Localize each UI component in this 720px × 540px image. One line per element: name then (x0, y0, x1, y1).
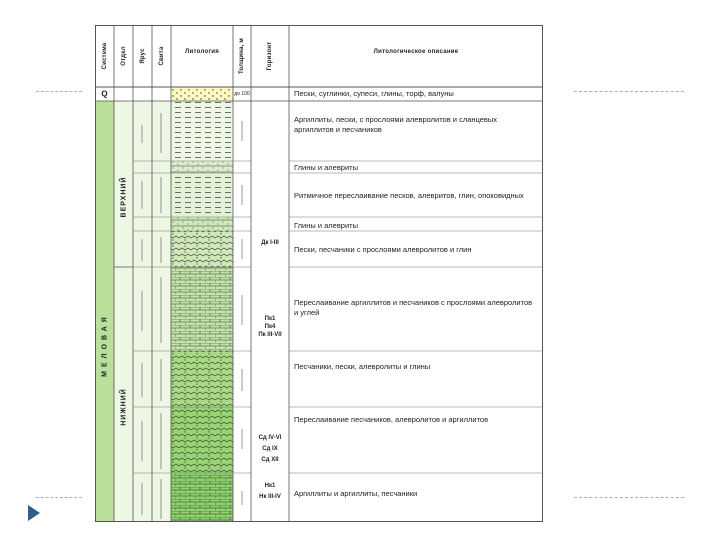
left-bottom-dash (36, 497, 82, 498)
horizon-lower-a (250, 315, 290, 339)
division-lower-label: НИЖНИЙ (120, 388, 127, 426)
description-row-2: Аргиллиты, пески, с прослоями алевролитов и сланцевых аргиллитов и песчаников (294, 115, 498, 134)
header-system: Система (101, 42, 108, 70)
header-description: Литологическое описание (373, 49, 459, 55)
column-grid (95, 25, 543, 522)
header-horizon: Горизонт (267, 41, 273, 71)
header-lithology: Литология (184, 49, 220, 55)
slide-arrow-icon[interactable] (26, 503, 42, 523)
horizon-sd-iv-vi: Сд IV-VI (258, 435, 282, 441)
description-row-6: Пески, песчаники с прослоями алевролитов и глин (294, 245, 472, 254)
description-row-5: Глины и алевриты (294, 221, 358, 230)
description-row-10: Аргиллиты и аргиллиты, песчаники (294, 489, 418, 498)
stratigraphic-column (95, 25, 543, 522)
right-top-dash (574, 91, 684, 92)
right-bottom-dash (574, 497, 684, 498)
header-thickness: Толщина, м (239, 37, 245, 75)
horizon-pk1: Пк1 (264, 316, 276, 322)
header-stage: Ярус (139, 48, 146, 64)
header-division: Отдел (120, 46, 127, 66)
horizon-pk-iii-vii: Пк III-VII (258, 332, 282, 338)
description-row-8: Песчаники, пески, алевролиты и глины (294, 362, 431, 371)
horizon-sd-ix: Сд IX (262, 446, 278, 452)
description-row-7: Переслаивание аргиллитов и песчаников с прослоями алевролитов и углей (294, 298, 533, 317)
horizon-upper-label: Дк I-III (261, 240, 279, 246)
thickness-top-value: до 100 (234, 91, 250, 97)
horizon-upper (250, 239, 290, 247)
description-row-1: Пески, суглинки, супеси, глины, торф, валуны (294, 89, 454, 98)
left-top-dash (36, 91, 82, 92)
description-row-9: Переслаивание песчаников, алевролитов и аргиллитов (294, 415, 489, 424)
horizon-nk1: Нк1 (264, 483, 276, 489)
horizon-pk4: Пк4 (264, 324, 276, 330)
system-q-label: Q (101, 89, 108, 99)
horizon-lower-c (250, 481, 290, 503)
description-row-3: Глины и алевриты (294, 163, 358, 172)
horizon-sd-xii: Сд XII (261, 457, 279, 463)
division-upper-label: ВЕРХНИЙ (120, 176, 127, 218)
horizon-nk-iii-iv: Нк III-IV (259, 494, 281, 500)
system-k-label: МЕЛОВАЯ (101, 313, 108, 377)
horizon-lower-b (250, 433, 290, 466)
header-suite: Свита (158, 46, 165, 66)
description-row-4: Ритмичное переслаивание песков, алевритов, глин, опоковидных (294, 191, 524, 200)
